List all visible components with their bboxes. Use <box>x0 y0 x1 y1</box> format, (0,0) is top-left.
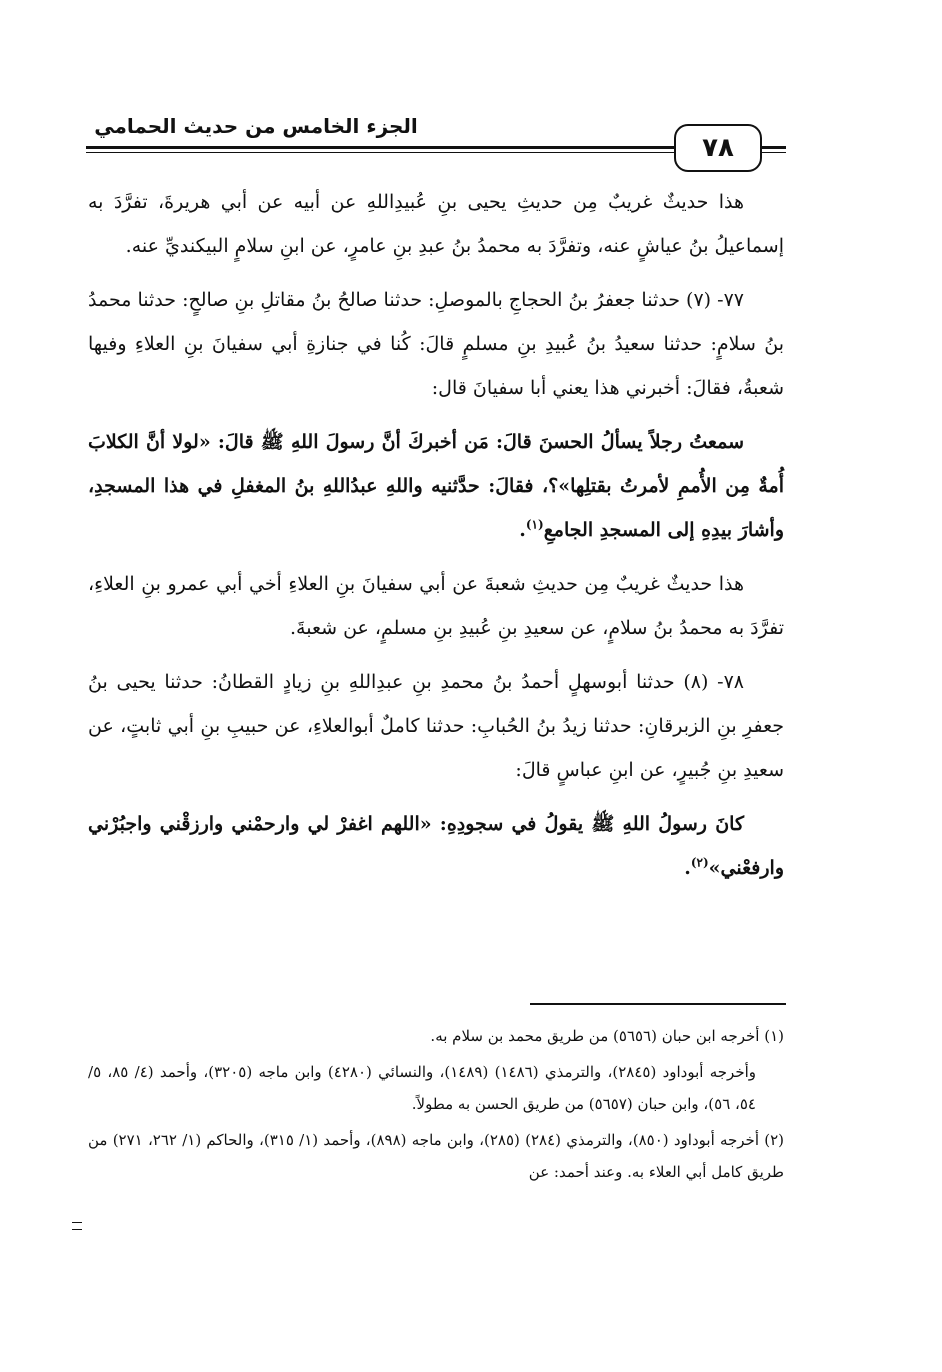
paragraph-1: هذا حديثٌ غريبٌ مِن حديثِ يحيى بنِ عُبيدِاللهِ عن أبيه عن أبي هريرةَ، تفرَّدَ به إسماعيلُ بنُ عياشٍ عنه، وتفرَّدَ به محمدُ بنُ عبدِ بنِ عامرٍ، عن ابنِ سلامٍ البيكنديِّ عنه. <box>88 191 784 257</box>
paragraph-5-hadith-78: ٧٨- (٨) حدثنا أبوسهلٍ أحمدُ بنُ محمدِ بنِ عبدِاللهِ بنِ زيادٍ القطانُ: حدثنا يحيى بنُ جعفرِ بنِ الزبرقانِ: حدثنا زيدُ بنُ الحُبابِ: حدثنا كاملٌ أبوالعلاءِ، عن حبيبِ بنِ أبي ثابتٍ، عن سعيدِ بنِ جُبيرٍ، عن ابنِ عباسٍ قالَ: <box>88 671 784 781</box>
paragraph-2-hadith-77: ٧٧- (٧) حدثنا جعفرُ بنُ الحجاجِ بالموصلِ: حدثنا صالحُ بنُ مقاتلِ بنِ صالحٍ: حدثنا محمدُ بنُ سلامٍ: حدثنا سعيدُ بنُ عُبيدِ بنِ مسلمٍ قالَ: كُنا في جنازةِ أبي سفيانَ بنِ العلاءِ وفيها شعبةُ، فقالَ: أخبرني هذا يعني أبا سفيانَ قال: <box>88 289 784 399</box>
running-title: الجزء الخامس من حديث الحمامي <box>94 114 418 138</box>
footnote-2: (٢) أخرجه أبوداود (٨٥٠)، والترمذي (٢٨٤) (٢٨٥)، وابن ماجه (٨٩٨)، وأحمد (١/ ٣١٥)، والحاكم (١/ ٢٦٢، ٢٧١) من طريق كامل أبي العلاء به. وعند أحمد: عن <box>88 1131 785 1181</box>
matn-text: سمعتُ رجلاً يسألُ الحسنَ قالَ: مَن أخبركَ أنَّ رسولَ اللهِ ﷺ قالَ: «لولا أنَّ الكلابَ أُمةٌ مِن الأُممِ لأمرتُ بقتلِها»؟، فقالَ: حدَّثنيه واللهِ عبدُاللهِ بنُ المغفلِ في هذا المسجدِ، وأشارَ بيدِهِ إلى المسجدِ الجامعِ <box>88 431 784 541</box>
matn-end-2: . <box>684 857 691 879</box>
footnote-1: (١) أخرجه ابن حبان (٥٦٥٦) من طريق محمد بن سلام به. <box>430 1027 784 1045</box>
paragraph-4: هذا حديثٌ غريبٌ مِن حديثِ شعبةَ عن أبي سفيانَ بنِ العلاءِ أخي أبي عمرو بنِ العلاءِ، تفرَّدَ به محمدُ بنُ سلامٍ، عن سعيدِ بنِ عُبيدِ بنِ مسلمٍ، عن شعبةَ. <box>88 573 784 639</box>
header-rule-thick-right <box>758 146 786 149</box>
continuation-mark <box>72 1222 82 1230</box>
header-rule-thick <box>86 146 686 149</box>
paragraph-3-matn <box>88 420 784 552</box>
page-number-box <box>674 124 762 172</box>
footnote-ref-2: (٢) <box>690 855 709 870</box>
header-rule-thin-right <box>758 152 786 153</box>
page-number: ٧٨ <box>702 133 734 163</box>
matn-end: . <box>519 519 526 541</box>
footnotes <box>88 1020 784 1192</box>
paragraph-6-matn <box>88 802 784 890</box>
footnote-ref-1: (١) <box>525 517 544 532</box>
main-text <box>88 180 784 900</box>
matn-text-2: كانَ رسولُ اللهِ ﷺ يقولُ في سجودِهِ: «اللهم اغفرْ لي وارحمْني وارزقْني واجبُرْني وارفعْني» <box>88 813 784 879</box>
header-rule-thin <box>86 152 686 153</box>
footnote-separator <box>530 1003 786 1005</box>
page-header <box>86 108 786 178</box>
footnote-1-continued: وأخرجه أبوداود (٢٨٤٥)، والترمذي (١٤٨٦) (١٤٨٩)، والنسائي (٤٢٨٠) وابن ماجه (٣٢٠٥)، وأحمد (٤/ ٨٥، ٥/ ٥٤، ٥٦)، وابن حبان (٥٦٥٧) من طريق الحسن به مطولاً. <box>88 1063 757 1113</box>
